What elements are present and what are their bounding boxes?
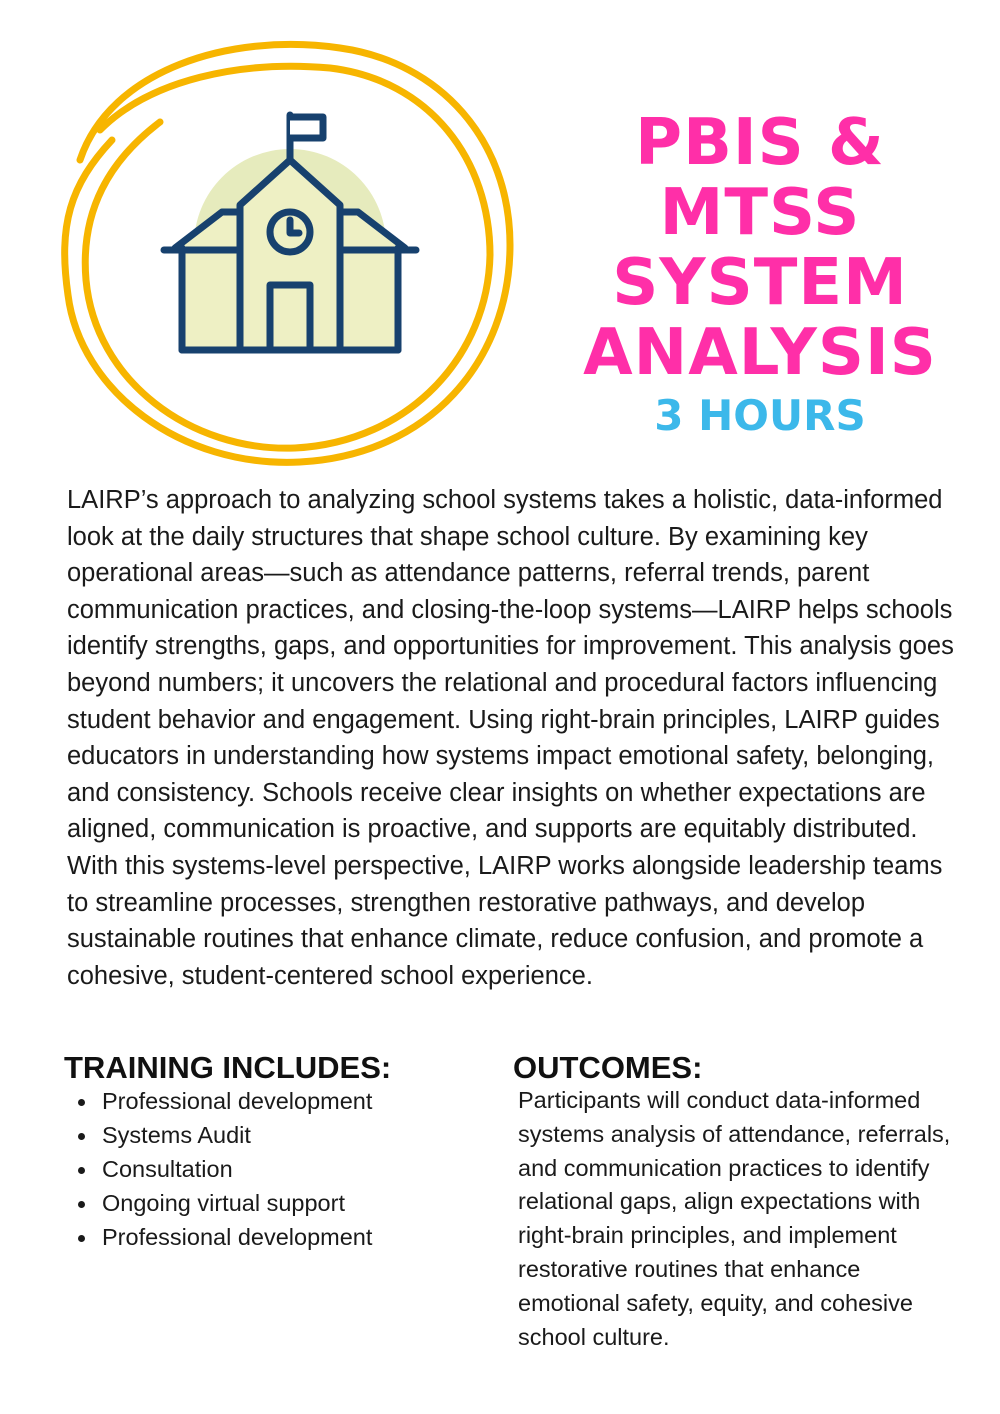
left-wing [175,212,240,350]
school-building-icon [164,115,416,350]
page-title-line-1: PBIS & MTSS [635,106,885,250]
description-paragraph: LAIRP’s approach to analyzing school systems takes a holistic, data-informed look at the daily structures that shape school culture. By examining key operational areas—such as attendance patterns, referral trends, parent communication practices, and closing-the-loop systems—LAIRP helps schools identify strengths, gaps, and opportunities for improvement. This analysis goes beyond numbers; it uncovers the relational and procedural factors influencing student behavior and engagement. Using right-brain principles, LAIRP guides educators in understanding how systems impact emotional safety, belonging, and consistency. Schools receive clear insights on whether expectations are aligned, communication is proactive, and supports are equitably distributed. With this systems-level perspective, LAIRP works alongside leadership teams to streamline processes, strengthen restorative pathways, and develop sustainable routines that enhance climate, reduce confusion, and promote a cohesive, student-centered school experience. [67,486,954,990]
outcomes-text: Participants will conduct data-informed systems analysis of attendance, referrals, and communication practices to identify relational gaps, align expectations with right-brain principles, and implement restorative routines that enhance emotional safety, equity, and cohesive school culture. [518,1087,951,1350]
training-list [74,1084,372,1254]
training-heading: TRAINING INCLUDES: [64,1050,392,1085]
training-item: Consultation [74,1152,372,1186]
outcomes-heading: OUTCOMES: [513,1050,703,1085]
training-item: Systems Audit [74,1118,372,1152]
title-block [560,108,960,442]
training-item: Professional development [74,1084,372,1118]
training-item: Ongoing virtual support [74,1186,372,1220]
training-item: Professional development [74,1220,372,1254]
page-title-line-2: SYSTEM [612,246,908,320]
hero-illustration [40,10,540,480]
flag [290,117,323,138]
duration-label: 3 HOURS [654,391,866,440]
right-wing [340,212,405,350]
hero-svg [40,10,540,480]
page-title-line-3: ANALYSIS [583,316,937,390]
door [270,285,310,350]
